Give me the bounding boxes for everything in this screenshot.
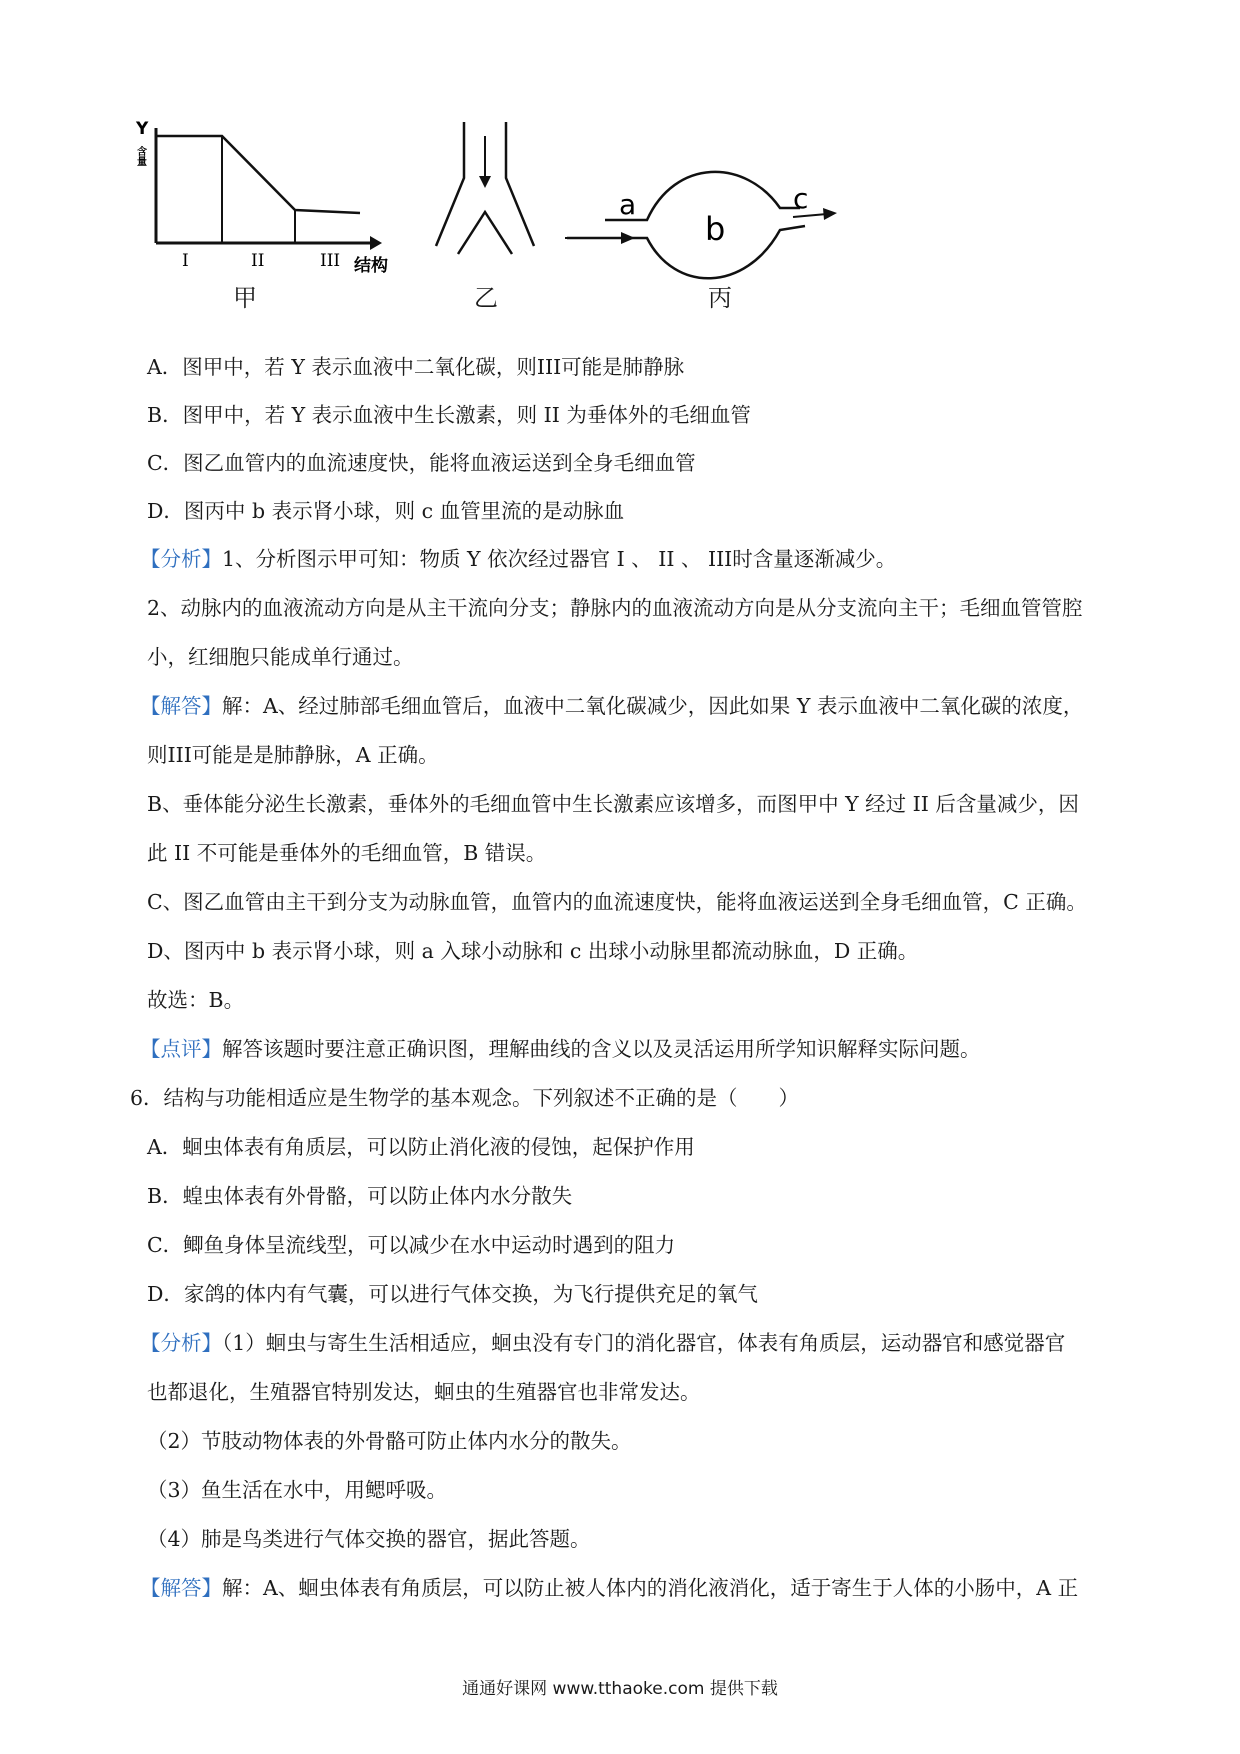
q5-answer-line-4: 此 II 不可能是垂体外的毛细血管，B 错误。 (147, 841, 547, 865)
q5-answer-line-3: B、垂体能分泌生长激素，垂体外的毛细血管中生长激素应该增多，而图甲中 Y 经过 II 后含量减少，因 (147, 792, 1079, 816)
q6-analysis-line-5: （4）肺是鸟类进行气体交换的器官，据此答题。 (147, 1527, 591, 1551)
q6-analysis-text: （1）蛔虫与寄生生活相适应，蛔虫没有专门的消化器官，体表有角质层，运动器官和感觉器官 (222, 1331, 1066, 1355)
q5-answer-line-7: 故选：B。 (147, 988, 245, 1012)
q5-option-c: C．图乙血管内的血流速度快，能将血液运送到全身毛细血管 (147, 451, 696, 475)
label-b: b (705, 210, 726, 248)
x-axis-label: 结构 (354, 256, 388, 276)
figure-jia (130, 118, 400, 348)
analysis-text: 1、分析图示甲可知：物质 Y 依次经过器官 I 、 II 、 III时含量逐渐减少。 (222, 547, 897, 571)
q6-option-c: C．鲫鱼身体呈流线型，可以减少在水中运动时遇到的阻力 (147, 1233, 676, 1257)
q6-option-a: A．蛔虫体表有角质层，可以防止消化液的侵蚀，起保护作用 (147, 1135, 695, 1159)
q6-analysis-line-1 (140, 1329, 1065, 1357)
figure-yi-vessel (430, 118, 540, 283)
q5-option-d: D．图丙中 b 表示肾小球，则 c 血管里流的是动脉血 (147, 499, 625, 523)
q6-analysis-line-4: （3）鱼生活在水中，用鳃呼吸。 (147, 1478, 448, 1502)
page-footer: 通通好课网 www.tthaoke.com 提供下载 (462, 1679, 778, 1699)
caption-jia: 甲 (233, 284, 257, 312)
q6-stem: 6．结构与功能相适应是生物学的基本观念。下列叙述不正确的是（ ） (130, 1086, 800, 1110)
q5-answer-line-2: 则III可能是是肺静脉，A 正确。 (147, 743, 439, 767)
q6-analysis-tag: 【分析】 (140, 1331, 222, 1355)
caption-yi: 乙 (474, 284, 498, 312)
q6-answer-line-1 (140, 1574, 1078, 1602)
tick-iii: III (320, 251, 341, 271)
y-axis-label: Y (136, 119, 149, 139)
q5-answer-line-5: C、图乙血管由主干到分支为动脉血管，血管内的血流速度快，能将血液运送到全身毛细血管，C 正确。 (147, 890, 1087, 914)
q6-answer-text: 解：A、蛔虫体表有角质层，可以防止被人体内的消化液消化，适于寄生于人体的小肠中，A 正 (222, 1576, 1079, 1600)
q5-comment (140, 1035, 981, 1063)
figure-row (130, 118, 950, 348)
analysis-tag: 【分析】 (140, 547, 222, 571)
q6-analysis-line-2: 也都退化，生殖器官特别发达，蛔虫的生殖器官也非常发达。 (147, 1380, 701, 1404)
figure-yi (430, 118, 540, 348)
figure-bing-glomerulus (565, 118, 865, 283)
q5-answer-line-1 (140, 692, 1083, 720)
tick-i: I (182, 251, 189, 271)
caption-bing: 丙 (708, 284, 732, 312)
q5-answer-line-6: D、图丙中 b 表示肾小球，则 a 入球小动脉和 c 出球小动脉里都流动脉血，D 正确。 (147, 939, 919, 963)
q6-option-d: D．家鸽的体内有气囊，可以进行气体交换，为飞行提供充足的氧气 (147, 1282, 758, 1306)
comment-text: 解答该题时要注意正确识图，理解曲线的含义以及灵活运用所学知识解释实际问题。 (222, 1037, 981, 1061)
answer-tag: 【解答】 (140, 694, 222, 718)
q6-option-b: B．蝗虫体表有外骨骼，可以防止体内水分散失 (147, 1184, 573, 1208)
figure-bing (565, 118, 865, 348)
label-c: c (793, 182, 809, 215)
answer-text: 解：A、经过肺部毛细血管后，血液中二氧化碳减少，因此如果 Y 表示血液中二氧化碳的浓度， (222, 694, 1084, 718)
comment-tag: 【点评】 (140, 1037, 222, 1061)
q5-option-a: A．图甲中，若 Y 表示血液中二氧化碳，则III可能是肺静脉 (147, 355, 685, 379)
figure-jia-graph (130, 118, 400, 298)
y-axis-sublabel: 含量 (134, 146, 146, 166)
q5-analysis-line-3: 小，红细胞只能成单行通过。 (147, 645, 414, 669)
q6-analysis-line-3: （2）节肢动物体表的外骨骼可防止体内水分的散失。 (147, 1429, 632, 1453)
q5-option-b: B．图甲中，若 Y 表示血液中生长激素，则 II 为垂体外的毛细血管 (147, 403, 751, 427)
q6-answer-tag: 【解答】 (140, 1576, 222, 1600)
q5-analysis-line-1 (140, 545, 896, 573)
label-a: a (619, 188, 637, 221)
q5-analysis-line-2: 2、动脉内的血液流动方向是从主干流向分支；静脉内的血液流动方向是从分支流向主干；毛细血管管腔 (147, 596, 1083, 620)
tick-ii: II (251, 251, 265, 271)
